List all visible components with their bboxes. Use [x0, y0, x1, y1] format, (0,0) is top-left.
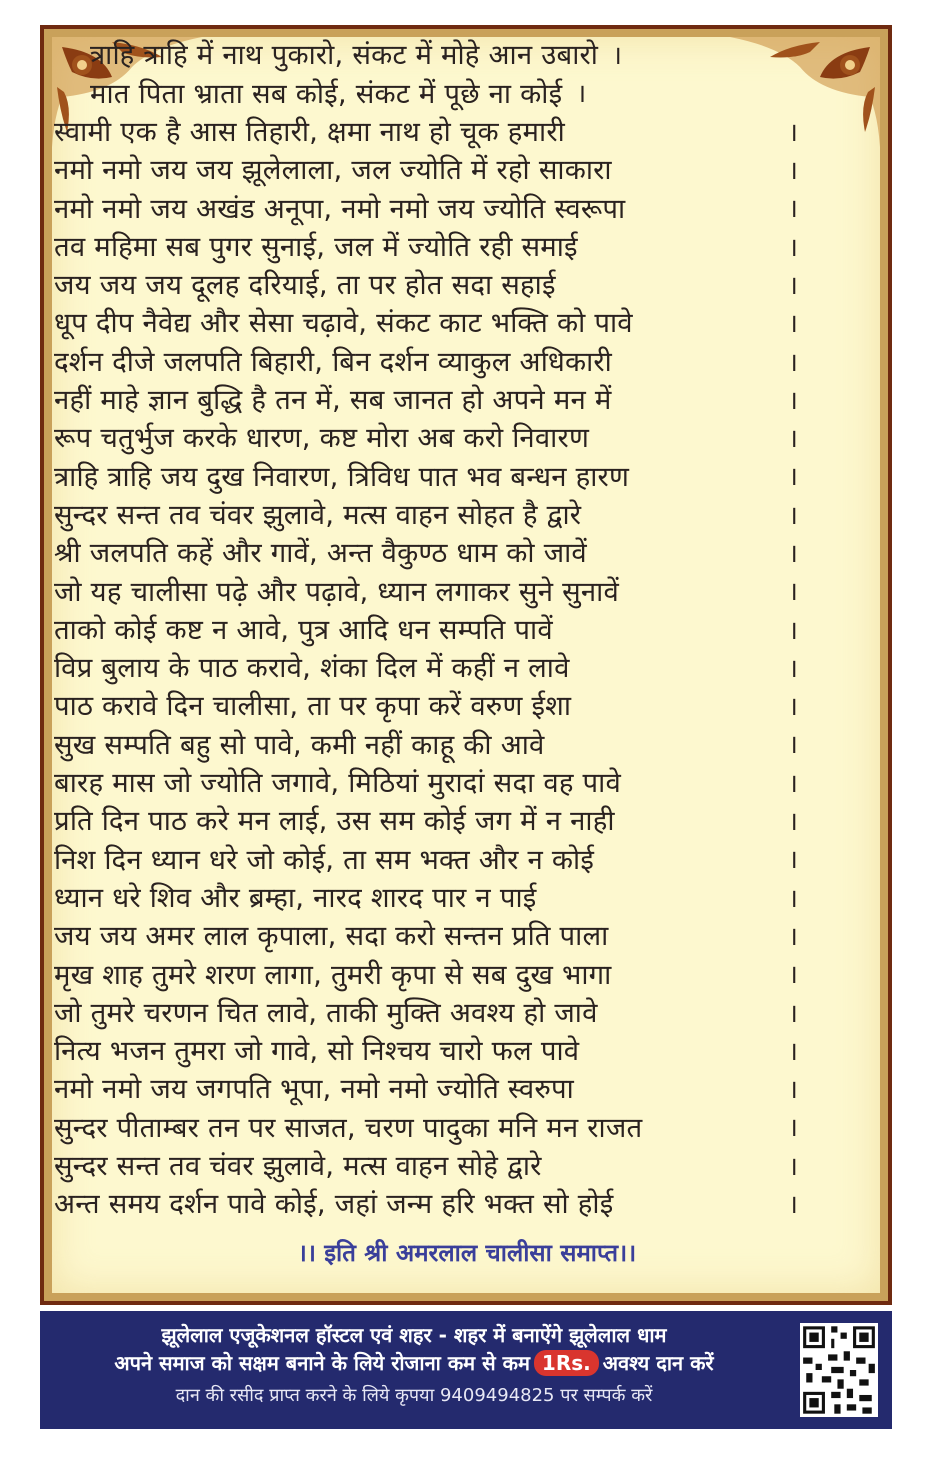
banner-appeal-end: अवश्य दान करें	[602, 1351, 714, 1375]
banner-appeal	[40, 1349, 788, 1376]
verse-line: जय जय जय दूलह दरियाई, ता पर होत सदा सहाई ।	[54, 269, 798, 302]
donation-banner	[40, 1311, 892, 1429]
verse-line: निश दिन ध्यान धरे जो कोई, ता सम भक्त और न कोई ।	[54, 843, 798, 876]
verse-line: सुन्दर पीताम्बर तन पर साजत, चरण पादुका मनि मन राजत ।	[54, 1111, 798, 1144]
verse-line: दर्शन दीजे जलपति बिहारी, बिन दर्शन व्याकुल अधिकारी ।	[54, 345, 798, 378]
verse-line: नमो नमो जय जगपति भूपा, नमो नमो ज्योति स्वरुपा ।	[54, 1073, 798, 1106]
verse-line: मात पिता भ्राता सब कोई, संकट में पूछे ना कोई ।	[90, 77, 587, 110]
qr-code-icon[interactable]	[800, 1323, 878, 1417]
amount-badge: 1Rs.	[534, 1350, 599, 1376]
verse-line: नहीं माहे ज्ञान बुद्धि है तन में, सब जानत हो अपने मन में ।	[54, 384, 798, 417]
verse-line: विप्र बुलाय के पाठ करावे, शंका दिल में कहीं न लावे ।	[54, 652, 798, 685]
verse-line: स्वामी एक है आस तिहारी, क्षमा नाथ हो चूक हमारी ।	[54, 115, 798, 148]
verse-line: सुन्दर सन्त तव चंवर झुलावे, मत्स वाहन सोहे द्वारे ।	[54, 1150, 798, 1182]
verse-line: जय जय अमर लाल कृपाला, सदा करो सन्तन प्रति पाला ।	[54, 920, 798, 953]
verse-line: रूप चतुर्भुज करके धारण, कष्ट मोरा अब करो निवारण ।	[54, 422, 798, 455]
verse-line: त्राहि त्राहि जय दुख निवारण, त्रिविध पात भव बन्धन हारण ।	[54, 460, 798, 493]
banner-appeal-text: अपने समाज को सक्षम बनाने के लिये रोजाना कम से कम	[114, 1351, 530, 1375]
verse-line: जो तुमरे चरणन चित लावे, ताकी मुक्ति अवश्य हो जावे ।	[54, 996, 798, 1029]
verse-line: तव महिमा सब पुगर सुनाई, जल में ज्योति रही समाई ।	[54, 230, 798, 263]
verse-line: त्राहि त्राहि में नाथ पुकारो, संकट में मोहे आन उबारो ।	[90, 39, 622, 72]
verse-line: अन्त समय दर्शन पावे कोई, जहां जन्म हरि भक्त सो होई ।	[54, 1188, 798, 1221]
verse-list	[54, 37, 798, 1224]
verse-line: प्रति दिन पाठ करे मन लाई, उस सम कोई जग में न नाही ।	[54, 805, 798, 838]
verse-line: जो यह चालीसा पढ़े और पढ़ावे, ध्यान लगाकर सुने सुनावें ।	[54, 575, 798, 608]
verse-line: ध्यान धरे शिव और ब्रम्हा, नारद शारद पार न पाई ।	[54, 881, 798, 914]
verse-line: बारह मास जो ज्योति जगावे, मिठियां मुरादां सदा वह पावे ।	[54, 767, 798, 800]
closing-line: ।। इति श्री अमरलाल चालीसा समाप्त।।	[297, 1239, 637, 1267]
verse-line: ताको कोई कष्ट न आवे, पुत्र आदि धन सम्पति पावें ।	[54, 613, 798, 646]
verse-line: श्री जलपति कहें और गावें, अन्त वैकुण्ठ धाम को जावें ।	[54, 537, 798, 570]
verse-line: सुन्दर सन्त तव चंवर झुलावे, मत्स वाहन सोहत है द्वारे ।	[54, 498, 798, 531]
verse-line: धूप दीप नैवेद्य और सेसा चढ़ावे, संकट काट भक्ति को पावे ।	[54, 307, 798, 340]
verse-line: मृख शाह तुमरे शरण लागा, तुमरी कृपा से सब दुख भागा ।	[54, 958, 798, 991]
verse-line: नमो नमो जय अखंड अनूपा, नमो नमो जय ज्योति स्वरूपा ।	[54, 192, 798, 225]
verse-line: पाठ करावे दिन चालीसा, ता पर कृपा करें वरुण ईशा ।	[54, 690, 798, 723]
verse-line: सुख सम्पति बहु सो पावे, कमी नहीं काहू की आवे ।	[54, 728, 798, 761]
banner-headline: झूलेलाल एजूकेशनल हॉस्टल एवं शहर - शहर में बनाऐंगे झूलेलाल धाम	[161, 1323, 667, 1347]
verse-line: नमो नमो जय जय झूलेलाला, जल ज्योति में रहो साकारा ।	[54, 154, 798, 187]
banner-contact: दान की रसीद प्राप्त करने के लिये कृपया 9409494825 पर सम्पर्क करें	[175, 1385, 653, 1406]
verse-line: नित्य भजन तुमरा जो गावे, सो निश्चय चारो फल पावे ।	[54, 1035, 798, 1068]
